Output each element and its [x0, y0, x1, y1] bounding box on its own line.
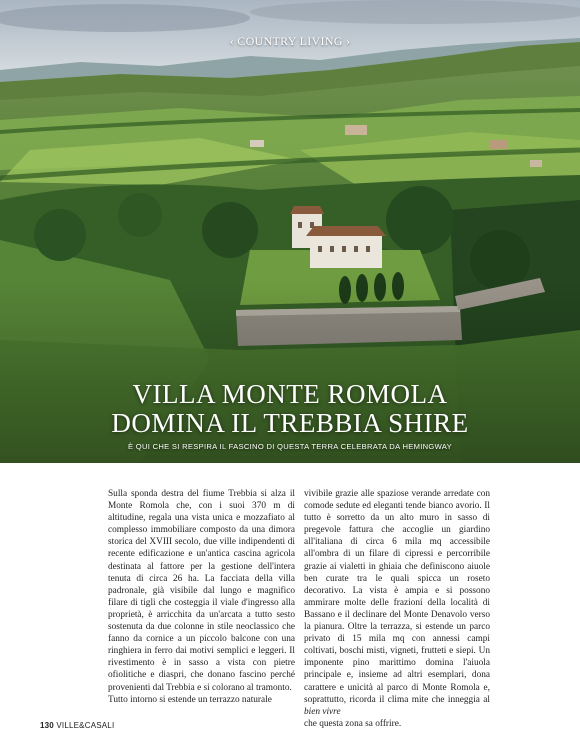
- headline-line-2: DOMINA IL TREBBIA SHIRE: [111, 408, 469, 438]
- page-number: 130: [40, 721, 54, 730]
- section-tag: ‹ COUNTRY LIVING ›: [229, 34, 351, 48]
- paragraph-text-end: che questa zona sa offrire.: [304, 718, 402, 729]
- article-column-2: [304, 488, 490, 730]
- paragraph-text: vivibile grazie alle spaziose verande arredate con comode sedute ed eleganti tende bianco avorio. Il tutto è sorretto da un alto muro in sasso di pregevole fattura che accoglie un giardino all'italiana di circa 6 mila mq accessibile all'ombra di un filare di cipressi e percorribile grazie ai vialetti in ghiaia che definiscono aiuole ben curate tra le quali spicca un roseto decorativo. La vista è ampia e si possono ammirare molte delle frazioni della località di Bassano e il declinare del Monte Denavolo verso la pianura. Oltre la terrazza, si estende un parco privato di 15 mila mq con annessi campi coltivati, boschi misti, vigneti, frutteti e siepi. Un imponente pino marittimo domina l'aiuola principale e, insieme ad altri esemplari, dona carattere e unicità al parco di Monte Romola e, soprattutto, ricorda il clima mite che inneggia al: [304, 489, 490, 705]
- paragraph: [304, 488, 490, 730]
- headline-line-1: VILLA MONTE ROMOLA: [132, 379, 448, 409]
- paragraph: Tutto intorno si estende un terrazzo naturale: [108, 694, 272, 705]
- page-footer: [40, 721, 114, 730]
- italic-phrase: bien vivre: [304, 706, 341, 717]
- magazine-name: VILLE&CASALI: [56, 721, 115, 730]
- paragraph: Sulla sponda destra del fiume Trebbia si alza il Monte Romola che, con i suoi 370 m di altitudine, regala una vista unica e mozzafiato al complesso immobiliare composto da una dimora storica del XVIII secolo, due ville indipendenti di recente edificazione e un'antica cascina agricola destinata al fattore per la gestione dell'intera tenuta di circa 26 ha. La facciata della villa padronale, già visibile dal lungo e magnifico filare di tigli che costeggia il viale d'ingresso alla proprietà, è arricchita da un'arcata a tutto sesto sostenuta da due colonne in stile neoclassico che fanno da cornice a un piccolo balcone con una ringhiera in ferro dai motivi semplici e leggeri. Il rivestimento è in sasso a vista con pietre ofiolitiche e diaspri, che donano fascino perché provenienti dal Trebbia e si colorano al tramonto.: [108, 489, 295, 693]
- subheadline: È QUI CHE SI RESPIRA IL FASCINO DI QUESTA TERRA CELEBRATA DA HEMINGWAY: [128, 442, 452, 451]
- article-column-1: [108, 488, 295, 706]
